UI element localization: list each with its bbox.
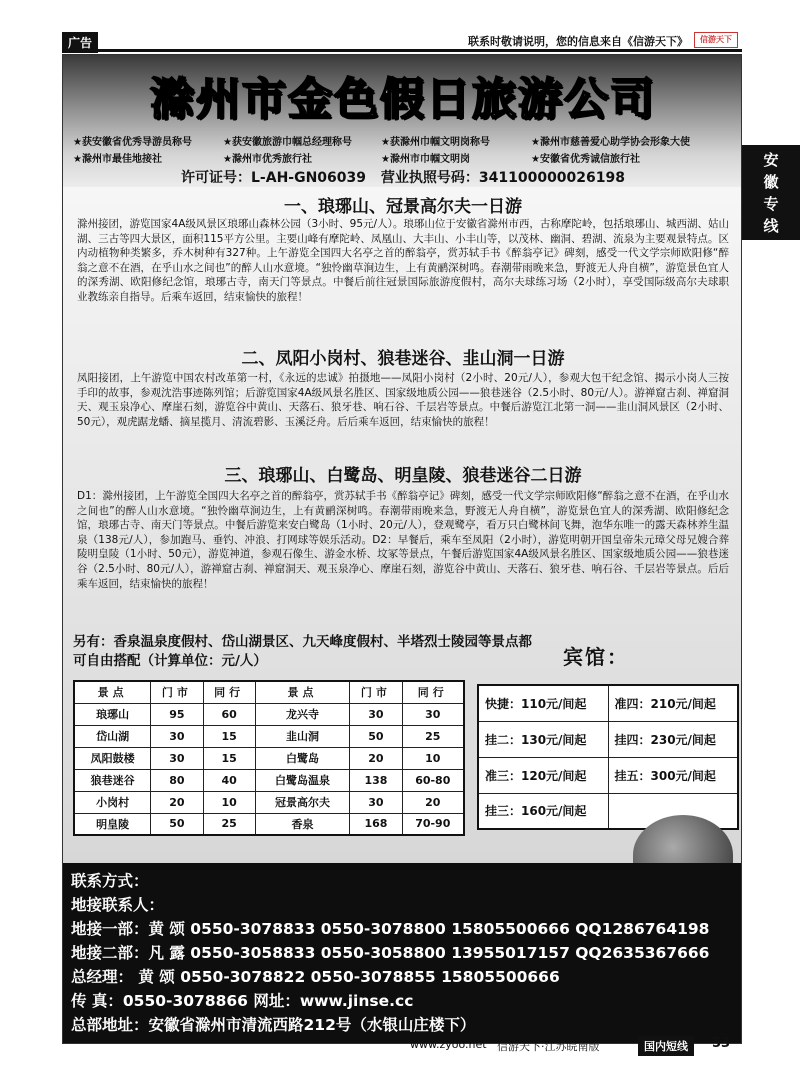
- contact-line: 地接一部：黄 颂 0550-3078833 0550-3078800 15805500666 QQ1286764198: [71, 920, 710, 938]
- cell: 挂二：130元/间起: [478, 721, 608, 757]
- contact-block: [63, 863, 742, 1044]
- side-tab-char: 徽: [763, 172, 779, 191]
- cell: 30: [151, 747, 203, 769]
- table-row: [74, 703, 464, 725]
- cell: 韭山洞: [255, 725, 349, 747]
- extra-attractions: 另有：香泉温泉度假村、岱山湖景区、九天峰度假村、半塔烈士陵园等景点都可自由搭配（计算单位：元/人）: [73, 634, 532, 669]
- contact-line: 总经理： 黄 颂 0550-3078822 0550-3078855 15805500666: [71, 968, 560, 986]
- contact-line: 联系方式：: [71, 872, 149, 890]
- cell: 30: [402, 703, 464, 725]
- footer-site: www.zyoo.net: [410, 1038, 487, 1051]
- table-row: [74, 791, 464, 813]
- hotel-price-table: [477, 684, 739, 830]
- cell: 25: [203, 813, 255, 835]
- cell: 20: [402, 791, 464, 813]
- cell: 50: [151, 813, 203, 835]
- table-row: [74, 725, 464, 747]
- page-number: 53: [712, 1036, 731, 1051]
- cell: 冠景高尔夫: [255, 791, 349, 813]
- cell: 80: [151, 769, 203, 791]
- cell: 70-90: [402, 813, 464, 835]
- honor-item: ★获滁州巾帼文明岗称号: [381, 137, 490, 148]
- col-header: 同行: [402, 681, 464, 703]
- cell: 快捷：110元/间起: [478, 685, 608, 721]
- contact-line: 地接二部：凡 露 0550-3058833 0550-3058800 13955017157 QQ2635367666: [71, 944, 710, 962]
- contact-line: 传 真：0550-3078866 网址：www.jinse.cc: [71, 992, 414, 1010]
- col-header: 景点: [74, 681, 151, 703]
- honor-item: ★获安徽省优秀导游员称号: [73, 137, 192, 148]
- route-title: 一、琅琊山、冠景高尔夫一日游: [284, 197, 522, 217]
- route-description: D1：滁州接团，上午游览全国四大名亭之首的醉翁亭，赏苏轼手书《醉翁亭记》碑刻，感受一代文学宗师欧阳修“醉翁之意不在酒，在乎山水之间也”的醉人山水意境。“独怜幽草涧边生，上有黄鹂深树鸣。春潮带雨晚来急，野渡无人舟自横”，游览景色宜人的深秀湖、欧阳修纪念馆，琅琊古寺、南天门等景点。中餐后游览来安白鹭岛（1小时、20元/人），登观鹭亭，看万只白鹭林间飞舞，泡华东唯一的露天森林养生温泉（138元/人），参加跑马、垂钓、冲浪、打网球等娱乐活动。D2：早餐后，乘车至凤阳（2小时），游览明朝开国皇帝朱元璋父母兄嫂合葬陵明皇陵（1小时、50元），游览神道，参观石像生、游金水桥、坟冢等景点，午餐后游览国家4A级风景名胜区、国家级地质公园——狼巷迷谷（2.5小时、80元/人），游禅窟古刹、禅窟洞天、观玉泉净心、摩崖石刻，游览谷中黄山、天落石、狼牙巷、响石谷、千层岩等景点。后后乘车返回，结束愉快的旅程！: [77, 490, 729, 590]
- honor-item: ★安徽省优秀诚信旅行社: [531, 154, 640, 165]
- table-row: [74, 813, 464, 835]
- honor-item: ★滁州市慈善爱心助学协会形象大使: [531, 137, 690, 148]
- col-header: 景点: [255, 681, 349, 703]
- cell: 白鹭岛: [255, 747, 349, 769]
- cell: 30: [350, 703, 402, 725]
- company-title: 滁州市金色假日旅游公司: [150, 74, 656, 125]
- license-line: 许可证号：L-AH-GN06039 营业执照号码：341100000026198: [181, 170, 625, 186]
- cell: 香泉: [255, 813, 349, 835]
- cell: 准四：210元/间起: [608, 685, 738, 721]
- brand-logo: 信游天下: [694, 32, 738, 48]
- table-row: [74, 747, 464, 769]
- route-description: 凤阳接团，上午游览中国农村改革第一村，《永远的忠诚》拍摄地——凤阳小岗村（2小时、20元/人），参观大包干纪念馆、揭示小岗人三按手印的故事，参观沈浩事迹陈列馆；后游览国家4A级风景名胜区、国家级地质公园——狼巷迷谷（2.5小时、80元/人）。游禅窟古刹、禅窟洞天、观玉泉净心、摩崖石刻，游览谷中黄山、天落石、狼牙巷、响石谷、千层岩等景点。中餐后游览江北第一洞——韭山洞风景区（2小时、50元），观虎踞龙蟠、摘星揽月、清流碧影、玉溪泛舟。后后乘车返回，结束愉快的旅程！: [77, 372, 729, 428]
- contact-line: 地接联系人：: [71, 896, 165, 914]
- cell: 明皇陵: [74, 813, 151, 835]
- table-row: [478, 757, 738, 793]
- ad-panel: [62, 54, 742, 1044]
- cell: 15: [203, 747, 255, 769]
- cell: 10: [203, 791, 255, 813]
- cell: 10: [402, 747, 464, 769]
- cell: 30: [151, 725, 203, 747]
- cell: 凤阳鼓楼: [74, 747, 151, 769]
- cell: 168: [350, 813, 402, 835]
- honor-item: ★滁州市最佳地接社: [73, 154, 162, 165]
- cell: 挂五：300元/间起: [608, 757, 738, 793]
- cell: 138: [350, 769, 402, 791]
- route-title: 二、凤阳小岗村、狼巷迷谷、韭山洞一日游: [241, 349, 565, 369]
- cell: 岱山湖: [74, 725, 151, 747]
- cell: 15: [203, 725, 255, 747]
- hotel-title: 宾馆：: [563, 645, 629, 669]
- honor-item: ★滁州市巾帼文明岗: [381, 154, 470, 165]
- footer-publication: 信游天下·江苏皖南版: [497, 1040, 600, 1053]
- cell: 白鹭岛温泉: [255, 769, 349, 791]
- contact-line: 总部地址：安徽省滁州市清流西路212号（水银山庄楼下）: [71, 1016, 476, 1034]
- honor-item: ★滁州市优秀旅行社: [223, 154, 312, 165]
- honors-list: [73, 133, 733, 165]
- top-note: 联系时敬请说明，您的信息来自《信游天下》: [468, 35, 688, 48]
- table-row: [74, 769, 464, 791]
- cell: 60-80: [402, 769, 464, 791]
- honor-item: ★获安徽旅游巾帼总经理称号: [223, 137, 352, 148]
- cell: 25: [402, 725, 464, 747]
- cell: 狼巷迷谷: [74, 769, 151, 791]
- route-title: 三、琅琊山、白鹭岛、明皇陵、狼巷迷谷二日游: [224, 466, 582, 486]
- side-tab-char: 专: [763, 194, 779, 213]
- cell: 龙兴寺: [255, 703, 349, 725]
- col-header: 门市: [151, 681, 203, 703]
- cell: 琅琊山: [74, 703, 151, 725]
- col-header: 门市: [350, 681, 402, 703]
- col-header: 同行: [203, 681, 255, 703]
- cell: 挂三：160元/间起: [478, 793, 608, 829]
- scenic-price-table: [73, 680, 465, 836]
- cell: 40: [203, 769, 255, 791]
- table-header-row: [74, 681, 464, 703]
- route-description: 滁州接团，游览国家4A级风景区琅琊山森林公园（3小时、95元/人）。琅琊山位于安徽省滁州市西，古称摩陀岭，包括琅琊山、城西湖、姑山湖、三古等四大景区，面积115平方公里。主要山峰有摩陀岭、凤凰山、大丰山、小丰山等，以茂林、幽洞、碧湖、流泉为主要观景特点。区内动植物种类繁多，乔木树种有327种。上午游览全国四大名亭之首的醉翁亭，赏苏轼手书《醉翁亭记》碑刻，感受一代文学宗师欧阳修“醉翁之意不在酒，在乎山水之间也”的醉人山水意境。“独怜幽草涧边生，上有黄鹂深树鸣。春潮带雨晚来急，野渡无人舟自横”，游览景色宜人的深秀湖、欧阳修纪念馆，琅琊古寺，南天门等景点。中餐后前往冠景国际旅游度假村，高尔夫球练习场（2小时），享受国际级高尔夫球职业教练亲自指导。后乘车返回，结束愉快的旅程！: [77, 218, 729, 303]
- cell: 小岗村: [74, 791, 151, 813]
- side-tab-char: 安: [763, 150, 779, 169]
- cell: 挂四：230元/间起: [608, 721, 738, 757]
- cell: 准三：120元/间起: [478, 757, 608, 793]
- cell: 95: [151, 703, 203, 725]
- footer-section: 国内短线: [638, 1036, 694, 1056]
- table-row: [478, 721, 738, 757]
- cell: 50: [350, 725, 402, 747]
- cell: 20: [350, 747, 402, 769]
- top-bar: [62, 30, 742, 52]
- cell: 30: [350, 791, 402, 813]
- side-tab-char: 线: [763, 216, 779, 235]
- cell: 20: [151, 791, 203, 813]
- ad-tag: 广告: [62, 32, 98, 53]
- cell: 60: [203, 703, 255, 725]
- side-tab: [742, 145, 800, 240]
- table-row: [478, 685, 738, 721]
- page-footer: [62, 1036, 742, 1056]
